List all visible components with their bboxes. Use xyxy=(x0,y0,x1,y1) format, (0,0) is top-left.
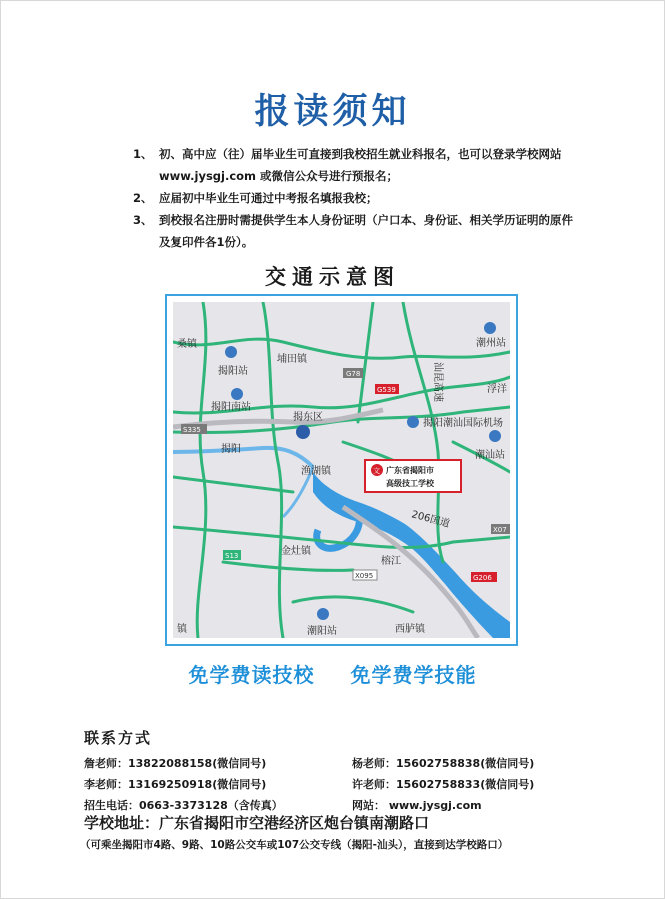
notice-text: 初、高中应（往）届毕业生可直接到我校招生就业科报名，也可以登录学校网站 www.jysgj.com 或微信公众号进行预报名； xyxy=(159,147,562,183)
station-icon xyxy=(489,430,501,442)
label-putian: 埔田镇 xyxy=(277,354,307,365)
label-road206: 206国道 xyxy=(410,509,451,531)
label-chaozhou-station: 潮州站 xyxy=(476,338,506,349)
label-rongjiang: 榕江 xyxy=(381,556,401,567)
contact-item: 网站： www.jysgj.com xyxy=(352,798,482,812)
notice-item xyxy=(133,209,573,253)
station-icon xyxy=(484,322,496,334)
contact-item: 杨老师：15602758838(微信同号) xyxy=(352,756,535,770)
notice-number: 2、 xyxy=(133,191,153,205)
label-x095: X095 xyxy=(355,572,374,580)
label-town-nw: 桑镇 xyxy=(177,339,197,350)
contact-list xyxy=(84,752,584,815)
station-icon xyxy=(225,346,237,358)
label-s335: S335 xyxy=(183,426,201,434)
page-title: 报读须知 xyxy=(254,91,411,132)
slogans xyxy=(0,659,665,688)
label-yuhu: 渔湖镇 xyxy=(301,466,331,477)
label-expressway: 汕昆高速 xyxy=(432,362,443,402)
label-jieyang: 揭阳 xyxy=(221,444,241,455)
notice-item xyxy=(133,143,573,187)
notice-number: 1、 xyxy=(133,147,153,161)
school-address: 学校地址：广东省揭阳市空港经济区炮台镇南潮路口 xyxy=(84,814,430,832)
notice-text: 到校报名注册时需提供学生本人身份证明（户口本、身份证、相关学历证明的原件及复印件各1份）。 xyxy=(159,213,573,249)
label-chaoshan-station: 潮汕站 xyxy=(475,450,505,461)
station-icon xyxy=(317,608,329,620)
label-s13: S13 xyxy=(225,552,239,560)
label-g78: G78 xyxy=(346,370,361,378)
label-jiedong: 揭东区 xyxy=(293,412,323,423)
contact-item: 李老师：13169250918(微信同号) xyxy=(84,777,267,791)
label-x07: X07 xyxy=(493,526,507,534)
label-jinzao: 金灶镇 xyxy=(281,546,311,557)
traffic-map xyxy=(165,294,518,646)
label-g539: G539 xyxy=(377,386,396,394)
label-xilu: 西胪镇 xyxy=(395,624,425,635)
contact-item: 许老师：15602758833(微信同号) xyxy=(352,777,535,791)
notice-list xyxy=(133,143,573,253)
transit-note: （可乘坐揭阳市4路、9路、10路公交车或107公交专线（揭阳-汕头），直接到达学校路口） xyxy=(80,839,509,851)
notice-number: 3、 xyxy=(133,213,153,227)
contact-item: 招生电话：0663-3373128（含传真） xyxy=(84,798,283,812)
label-town-sw: 镇 xyxy=(177,624,187,635)
slogan: 免学费读技校 xyxy=(188,663,315,687)
station-icon xyxy=(231,388,243,400)
notice-text: 应届初中毕业生可通过中考报名填报我校； xyxy=(159,191,378,205)
school-badge: 文 xyxy=(373,467,380,475)
notice-item xyxy=(133,187,573,209)
airport-icon xyxy=(407,416,419,428)
label-jieyang-station: 揭阳站 xyxy=(218,366,248,377)
map-canvas xyxy=(173,302,510,638)
location-pin-icon xyxy=(296,425,310,439)
label-airport: 揭阳潮汕国际机场 xyxy=(423,418,503,429)
label-school: 广东省揭阳市 高级技工学校 xyxy=(386,466,434,488)
contact-row xyxy=(84,773,584,794)
label-fuyang: 浮洋 xyxy=(487,384,507,395)
contact-row xyxy=(84,752,584,773)
label-jieyang-south: 揭阳南站 xyxy=(211,402,251,413)
map-heading: 交通示意图 xyxy=(265,265,400,289)
contact-item: 詹老师：13822088158(微信同号) xyxy=(84,756,267,770)
contact-title: 联系方式 xyxy=(84,729,153,747)
label-g206: G206 xyxy=(473,574,492,582)
label-chaoyang-station: 潮阳站 xyxy=(307,626,337,637)
slogan: 免学费学技能 xyxy=(350,663,477,687)
